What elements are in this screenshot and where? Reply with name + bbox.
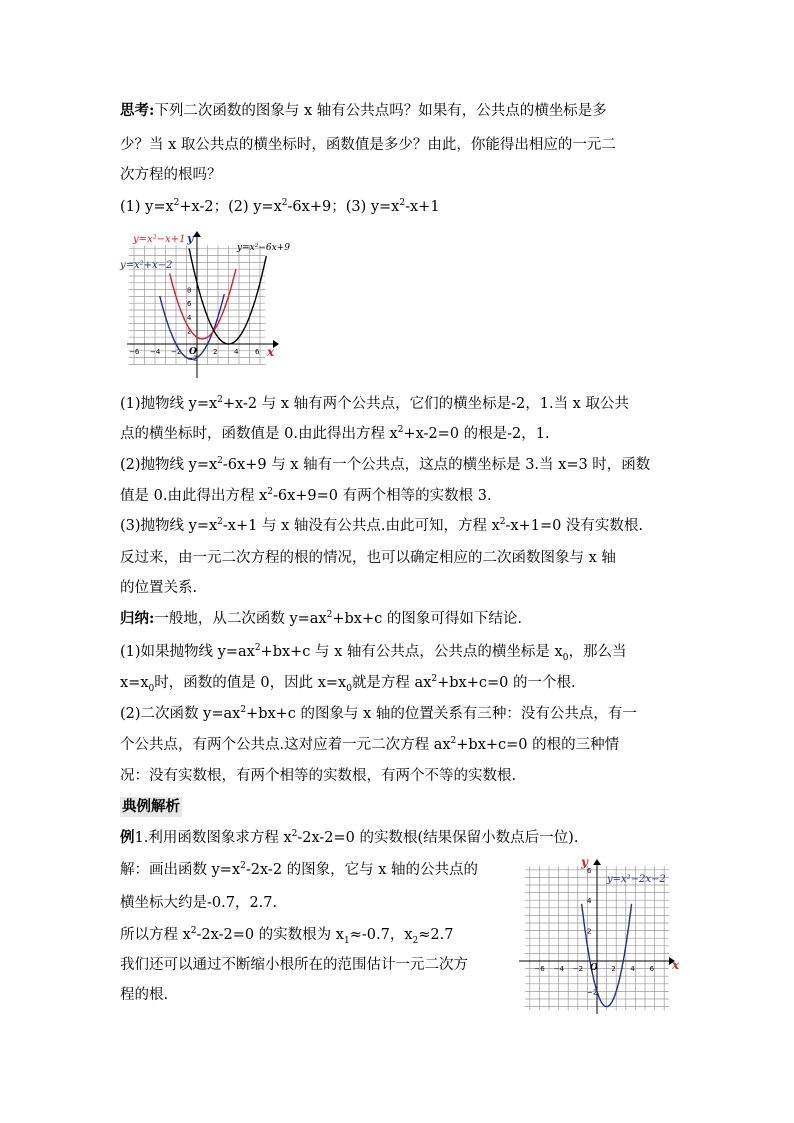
graph2-x-tick-label: 4 (630, 965, 635, 973)
graph2-y-tick-label: −2 (587, 988, 598, 997)
graph2-x-label: x (672, 958, 680, 972)
graph-three-parabolas (115, 228, 295, 383)
section-title: 典例解析 (122, 798, 180, 815)
example-line-4: 所以方程 $x^2-2x-2=0$ 的实数根为 $x_1\approx-0.7$，$x_2\approx 2.7$ (120, 926, 454, 946)
summary-label: 归纳: (120, 610, 155, 627)
label-black-curve: y=x²−6x+9 (237, 243, 290, 253)
graph1-y-tick-label: 8 (187, 286, 192, 295)
example-line-2: 解：画出函数 $y=x^2-2x-2$ 的图象，它与 x 轴的公共点的 (120, 861, 479, 878)
graph2-y-tick-label: 4 (587, 897, 592, 906)
label-blue-curve: y=x²+x−2 (120, 260, 173, 271)
graph2-origin: O (590, 963, 598, 973)
p2-line-1: (2)抛物线 $y=x^2-6x+9$ 与 x 轴有一个公共点，这点的横坐标是 3.当 x=3 时，函数 (120, 456, 651, 473)
graph2-y-arrow (593, 859, 601, 865)
summary-line-4: (2)二次函数 $y=ax^2+bx+c$ 的图象与 x 轴的位置关系有三种：没有公共点，有一 (120, 705, 637, 722)
graph2-x-tick-label: −6 (534, 965, 545, 973)
summary-line-3: $x=x_0$时，函数的值是 0，因此 $x=x_0$就是方程 $ax^2+bx+c=0$ 的一个根. (120, 674, 576, 694)
graph1-y-tick-label: −2 (187, 354, 198, 363)
think-line-3: 次方程的根吗？ (120, 167, 222, 183)
example-line-3: 横坐标大约是-0.7，2.7. (120, 895, 278, 911)
graph2-y-tick-label: 2 (587, 927, 592, 936)
example-label: 例 (120, 829, 135, 846)
graph1-y-tick-label: 6 (187, 300, 192, 309)
graph1-y-label: y (187, 232, 194, 245)
graph1-y-arrow (193, 231, 201, 237)
think-line-2: 少？当 x 取公共点的横坐标时，函数值是多少？由此，你能得出相应的一元二 (120, 137, 616, 153)
graph2-y-tick-label: 6 (587, 866, 592, 875)
graph2-x-tick-label: −4 (553, 965, 564, 973)
example-line-6: 程的根. (120, 987, 169, 1003)
summary-line-5: 个公共点，有两个公共点.这对应着一元二次方程 $ax^2+bx+c=0$ 的根的三种情 (120, 736, 620, 753)
graph2-x-tick-label: 6 (649, 965, 655, 973)
graph1-x-tick-label: −6 (129, 348, 140, 356)
graph1-y-tick-label: 4 (187, 313, 192, 322)
graph1-x-label: x (267, 345, 275, 359)
graph1-origin: O (189, 347, 197, 357)
p2-line-2: 值是 0.由此得出方程 $x^2-6x+9=0$ 有两个相等的实数根 3. (120, 487, 492, 504)
p1-line-1: (1)抛物线 $y=x^2+x-2$ 与 x 轴有两个公共点，它们的横坐标是-2，1.当 x 取公共 (120, 395, 629, 412)
label-example-curve: y=x²−2x−2 (607, 874, 666, 885)
summary-line-6: 况：没有实数根，有两个相等的实数根，有两个不等的实数根. (120, 768, 517, 784)
think-line-1: 思考:下列二次函数的图象与 x 轴有公共点吗？如果有，公共点的横坐标是多 (120, 102, 607, 119)
graph1-x-tick-label: 6 (255, 348, 260, 356)
summary-line-2: (1)如果抛物线 $y=ax^2+bx+c$ 与 x 轴有公共点，公共点的横坐标是 $x_0$，那么当 (120, 643, 627, 663)
graph1-x-tick-label: 4 (234, 348, 239, 356)
think-label: 思考: (120, 102, 155, 119)
example-line-1: 例1.利用函数图象求方程 $x^2-2x-2=0$ 的实数根(结果保留小数点后一位). (120, 829, 579, 846)
p3-line-2: 反过来，由一元二次方程的根的情况，也可以确定相应的二次函数图象与 x 轴 (120, 550, 616, 566)
graph1-x-tick-label: −4 (150, 348, 161, 356)
graph2-x-tick-label: 2 (611, 965, 616, 973)
p3-line-1: (3)抛物线 $y=x^2-x+1$ 与 x 轴没有公共点.由此可知，方程 $x^2-x+1=0$ 没有实数根. (120, 517, 644, 534)
p1-line-2: 点的横坐标时，函数值是 0.由此得出方程 $x^2+x-2=0$ 的根是-2，1. (120, 425, 550, 442)
graph2-y-label: y (581, 855, 588, 869)
graph2-x-tick-label: −2 (572, 965, 584, 973)
example-line-5: 我们还可以通过不断缩小根所在的范围估计一元二次方 (120, 957, 468, 973)
p3-line-3: 的位置关系. (120, 580, 198, 596)
label-red-curve: y=x²−x+1 (133, 234, 186, 245)
graph1-x-tick-label: 2 (213, 348, 218, 356)
summary-line-1: 归纳:一般地，从二次函数 $y=ax^2+bx+c$ 的图象可得如下结论. (120, 610, 522, 627)
graph1-x-tick-label: −2 (171, 348, 182, 356)
graph-example-parabola (515, 852, 685, 1017)
functions-line: (1) $y=x^2+x-2$；(2) $y=x^2-6x+9$；(3) $y=x^2-x+1$ (120, 198, 440, 215)
graph1-y-tick-label: 2 (187, 327, 192, 336)
